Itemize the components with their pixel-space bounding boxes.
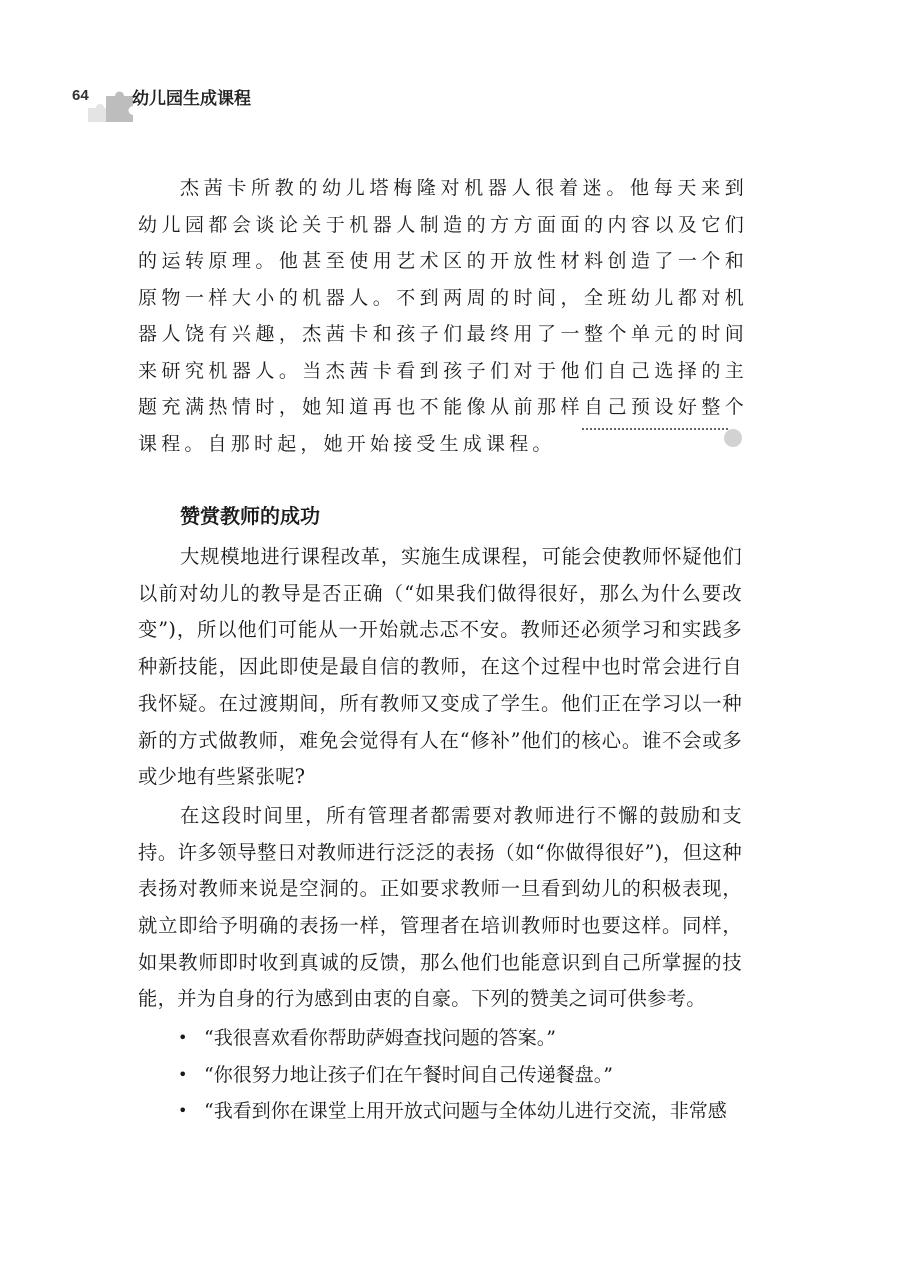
list-item [138,1020,742,1057]
list-item [138,1057,742,1094]
case-study-end-circle [724,429,742,447]
running-header [72,84,472,124]
section-body [138,539,742,1130]
quote-text: “我看到你在课堂上用开放式问题与全体幼儿进行交流，非常感 [204,1100,727,1123]
paragraph: 大规模地进行课程改革，实施生成课程，可能会使教师怀疑他们以前对幼儿的教导是否正确（“如果我们做得很好，那么为什么要改变”)，所以他们可能从一开始就忐忑不安。教师还必须学习和实践多种新技能，因此即使是最自信的教师，在这个过程中也时常会进行自我怀疑。在过渡期间，所有教师又变成了学生。他们正在学习以一种新的方式做教师，难免会觉得有人在“修补”他们的核心。谁不会或多或少地有些紧张呢? [138,545,742,789]
section-title: 赞赏教师的成功 [180,504,320,528]
book-title: 幼儿园生成课程 [132,89,251,109]
quote-text: “你很努力地让孩子们在午餐时间自己传递餐盘。” [204,1063,613,1086]
case-study-text: 杰茜卡所教的幼儿塔梅隆对机器人很着迷。他每天来到幼儿园都会谈论关于机器人制造的方方面面的内容以及它们的运转原理。他甚至使用艺术区的开放性材料创造了一个和原物一样大小的机器人。不到两周的时间，全班幼儿都对机器人饶有兴趣，杰茜卡和孩子们最终用了一整个单元的时间来研究机器人。当杰茜卡看到孩子们对于他们自己选择的主题充满热情时，她知道再也不能像从前那样自己预设好整个课程。自那时起，她开始接受生成课程。 [138,177,748,455]
paragraph: 在这段时间里，所有管理者都需要对教师进行不懈的鼓励和支持。许多领导整日对教师进行泛泛的表扬（如“你做得很好”)，但这种表扬对教师来说是空洞的。正如要求教师一旦看到幼儿的积极表现，就立即给予明确的表扬一样，管理者在培训教师时也要这样。同样，如果教师即时收到真诚的反馈，那么他们也能意识到自己所掌握的技能，并为自身的行为感到由衷的自豪。下列的赞美之词可供参考。 [138,803,742,1011]
case-study-dotted-rule [582,428,728,430]
page-number: 64 [72,87,89,104]
praise-quote-list [138,1020,742,1130]
quote-text: “我很喜欢看你帮助萨姆查找问题的答案。” [204,1027,556,1050]
bullet-icon: • [178,1028,188,1048]
bullet-icon: • [178,1064,188,1084]
list-item [138,1093,742,1130]
case-study-box [138,170,748,462]
bullet-icon: • [178,1101,188,1121]
